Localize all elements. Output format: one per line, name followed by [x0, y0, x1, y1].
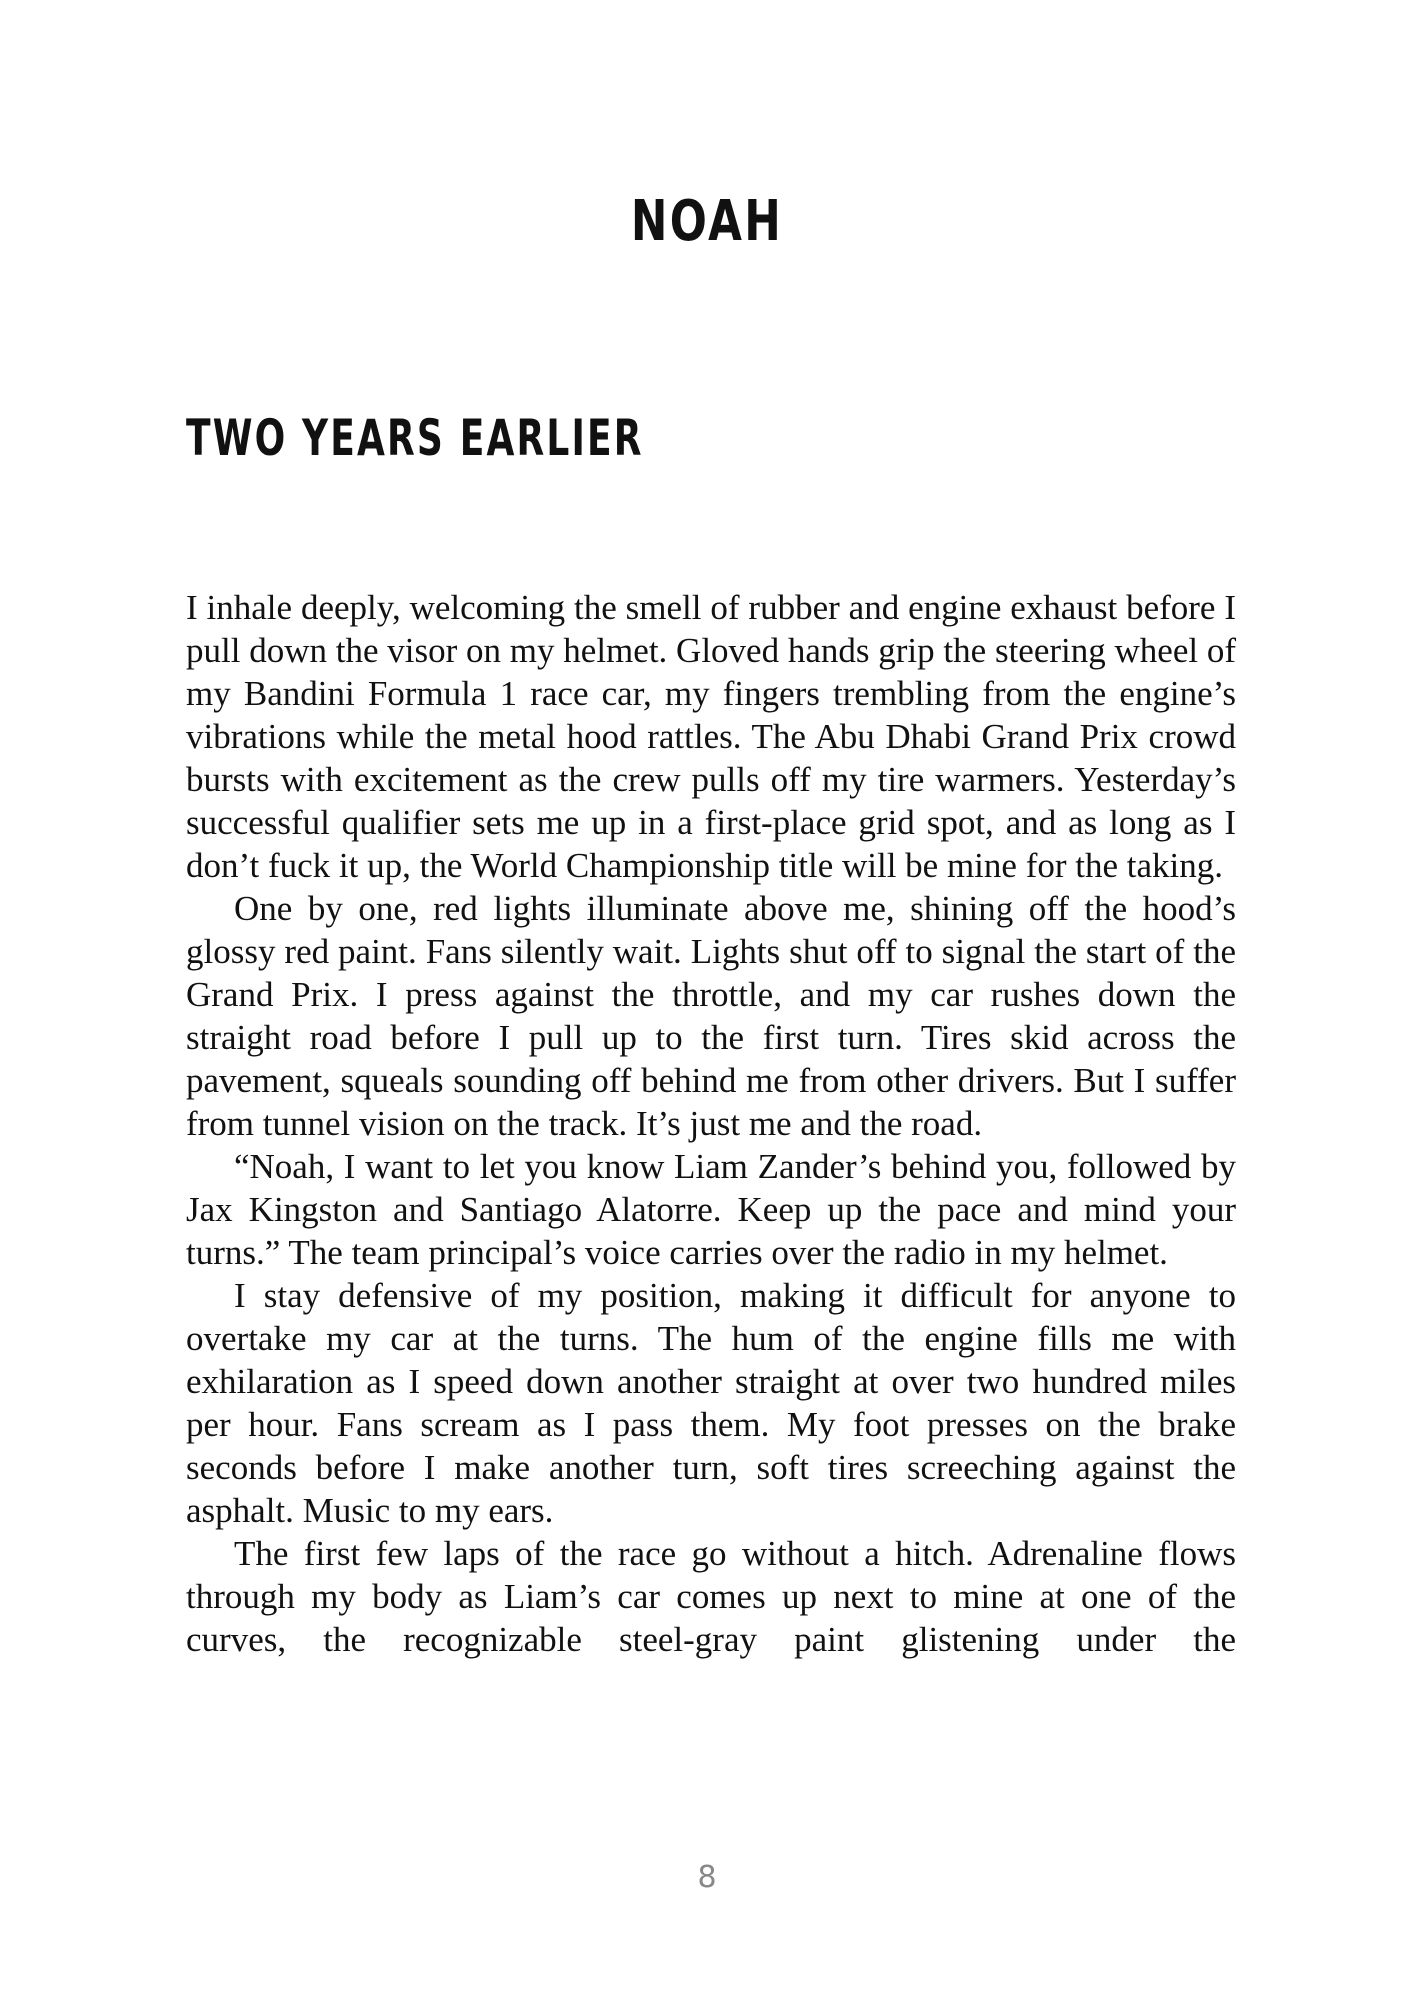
body-text	[186, 586, 1236, 1661]
section-heading: TWO YEARS EARLIER	[186, 409, 644, 467]
paragraph: The first few laps of the race go without a hitch. Adrenaline flows through my body as Liam’s car comes up next to mine at one of the curves, the recognizable steel-gray paint glistening under the	[186, 1534, 1236, 1659]
chapter-title: NOAH	[630, 189, 784, 254]
paragraph: “Noah, I want to let you know Liam Zander’s behind you, followed by Jax Kingston and Santiago Alatorre. Keep up the pace and mind your turns.” The team principal’s voice carries over the radio in my helmet.	[186, 1147, 1236, 1272]
page-number: 8	[697, 1860, 717, 1895]
paragraph: I inhale deeply, welcoming the smell of rubber and engine exhaust before I pull down the visor on my helmet. Gloved hands grip the steering wheel of my Bandini Formula 1 race car, my fingers trembling from the engine’s vibrations while the metal hood rattles. The Abu Dhabi Grand Prix crowd bursts with excitement as the crew pulls off my tire warmers. Yesterday’s successful qualifier sets me up in a first-place grid spot, and as long as I don’t fuck it up, the World Championship title will be mine for the taking.	[186, 588, 1236, 885]
paragraph: One by one, red lights illuminate above me, shining off the hood’s glossy red paint. Fans silently wait. Lights shut off to signal the start of the Grand Prix. I press against the throttle, and my car rushes down the straight road before I pull up to the first turn. Tires skid across the pavement, squeals sounding off behind me from other drivers. But I suffer from tunnel vision on the track. It’s just me and the road.	[186, 889, 1236, 1143]
paragraph: I stay defensive of my position, making it difficult for anyone to overtake my car at the turns. The hum of the engine fills me with exhilaration as I speed down another straight at over two hundred miles per hour. Fans scream as I pass them. My foot presses on the brake seconds before I make another turn, soft tires screeching against the asphalt. Music to my ears.	[186, 1276, 1236, 1530]
